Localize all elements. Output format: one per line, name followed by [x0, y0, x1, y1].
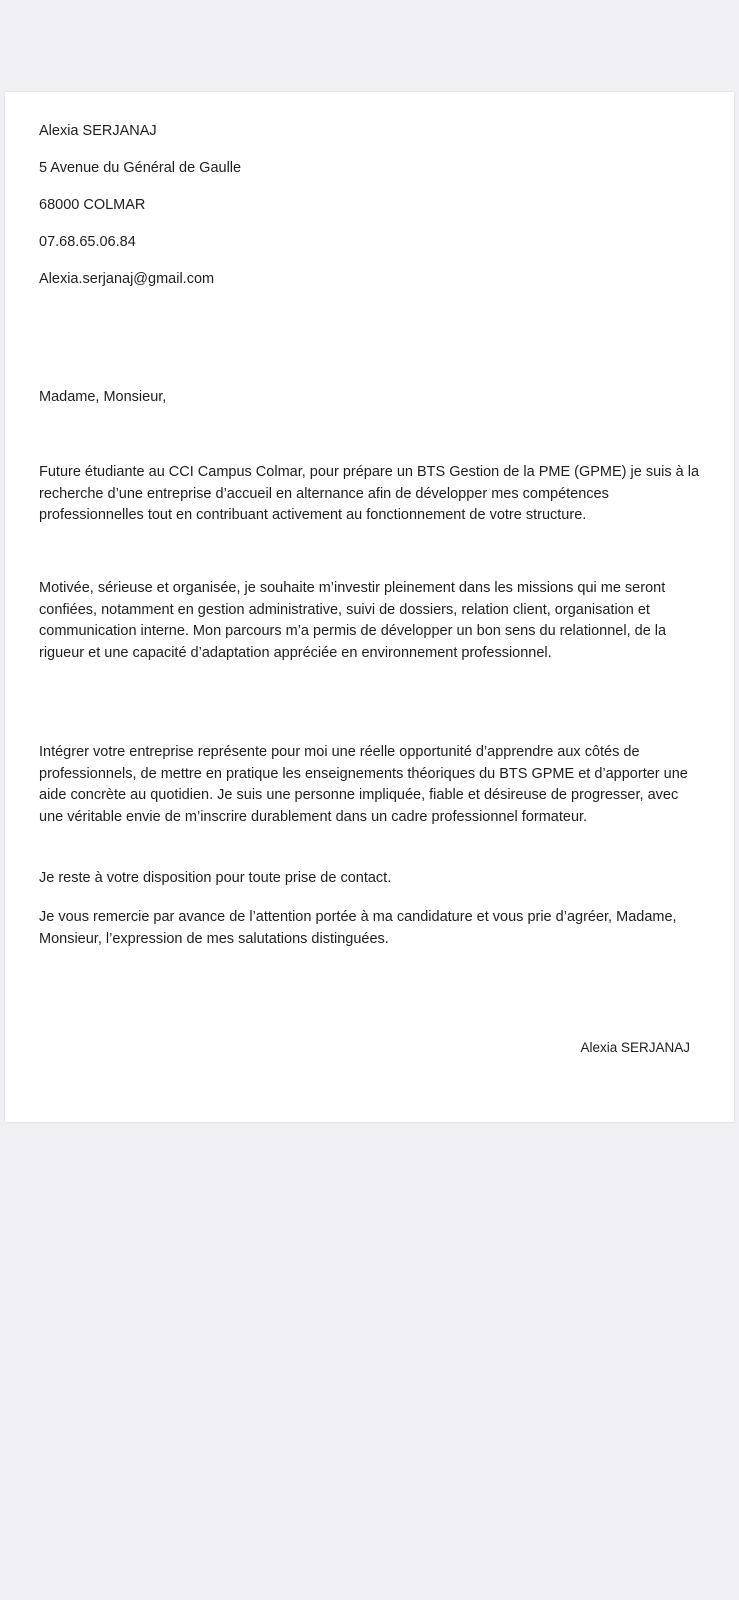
- paragraph-motivation: Intégrer votre entreprise représente pour moi une réelle opportunité d’apprendre aux côtés de professionnels, de mettre en pratique les enseignements théoriques du BTS GPME et d’apporter une aide concrète au quotidien. Je suis une personne impliquée, fiable et désireuse de progresser, avec une véritable envie de m’inscrire durablement dans un cadre professionnel formateur.: [39, 744, 688, 825]
- sender-name: Alexia SERJANAJ: [39, 123, 157, 139]
- sender-address: 5 Avenue du Général de Gaulle: [39, 160, 242, 176]
- paragraph-intro: Future étudiante au CCI Campus Colmar, pour prépare un BTS Gestion de la PME (GPME) je suis à la recherche d’une entreprise d’accueil en alternance afin de développer mes compétences professionnelles tout en contribuant activement au fonctionnement de votre structure.: [39, 464, 700, 523]
- sender-phone: 07.68.65.06.84: [39, 234, 136, 250]
- signature: Alexia SERJANAJ: [580, 1040, 690, 1055]
- salutation: Madame, Monsieur,: [39, 389, 167, 405]
- sender-email: Alexia.serjanaj@gmail.com: [39, 271, 215, 287]
- sender-block: [39, 122, 679, 307]
- paragraph-availability: Je reste à votre disposition pour toute prise de contact.: [39, 870, 392, 886]
- paragraph-closing: Je vous remercie par avance de l’attention portée à ma candidature et vous prie d’agréer, Madame, Monsieur, l’expression de mes salutations distinguées.: [39, 909, 677, 947]
- letter-page: [5, 92, 734, 1122]
- sender-city: 68000 COLMAR: [39, 197, 146, 213]
- paragraph-qualities: Motivée, sérieuse et organisée, je souhaite m’investir pleinement dans les missions qui me seront confiées, notamment en gestion administrative, suivi de dossiers, relation client, organisation et communication interne. Mon parcours m’a permis de développer un bon sens du relationnel, de la rigueur et une capacité d’adaptation appréciée en environnement professionnel.: [39, 580, 667, 661]
